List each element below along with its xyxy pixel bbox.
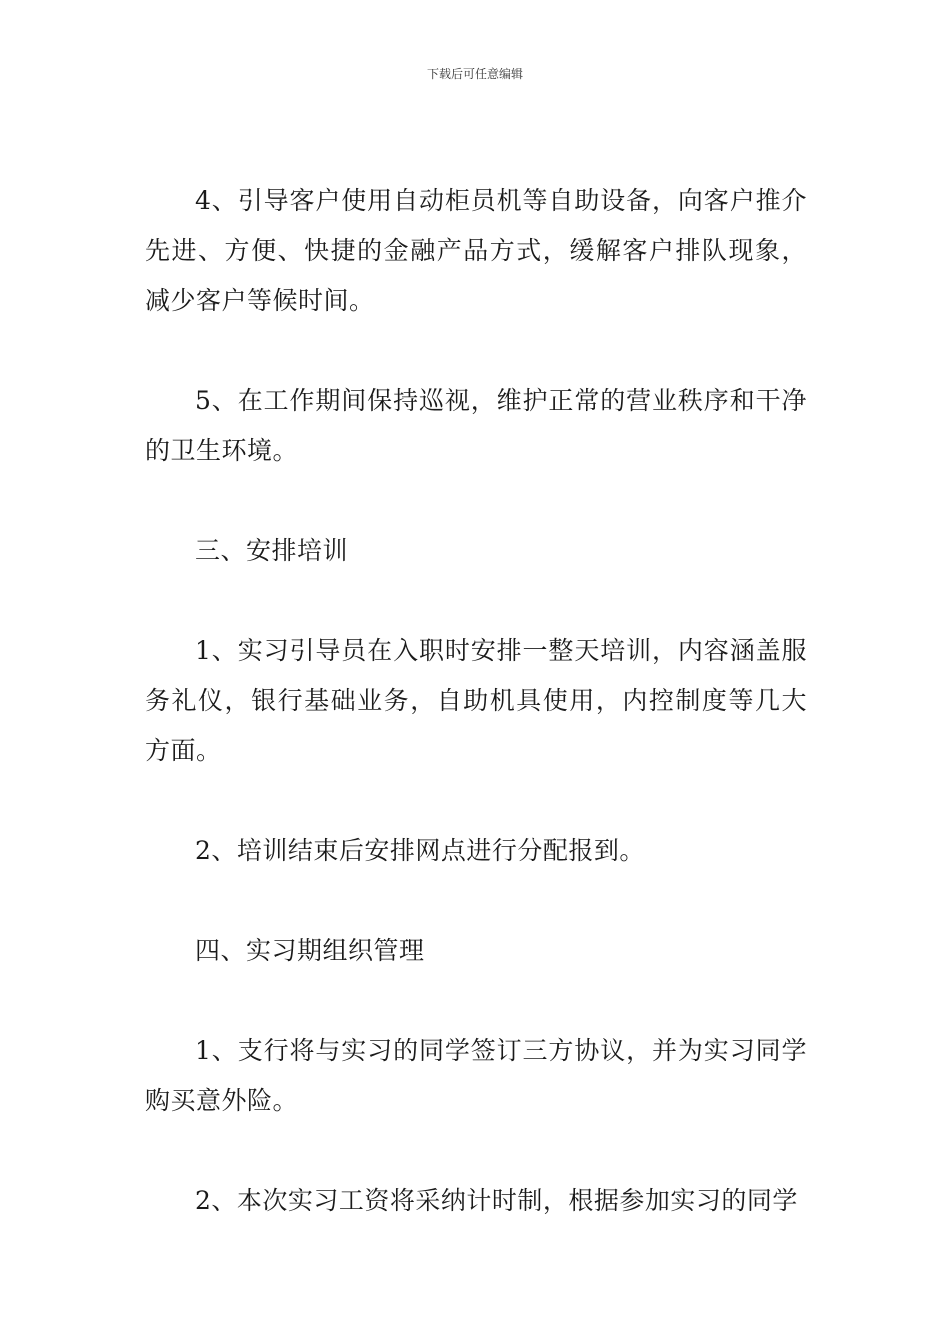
paragraph-management-2: 2、本次实习工资将采纳计时制，根据参加实习的同学 <box>195 1186 798 1215</box>
paragraph-gap <box>145 326 807 376</box>
paragraph-training-1: 1、实习引导员在入职时安排一整天培训，内容涵盖服务礼仪，银行基础业务，自助机具使用，内控制度等几大方面。 <box>145 636 807 765</box>
paragraph-item-5-patrol: 5、在工作期间保持巡视，维护正常的营业秩序和干净的卫生环境。 <box>145 386 807 465</box>
paragraph-gap <box>145 976 807 1026</box>
document-body <box>145 176 807 1226</box>
section-heading-management: 四、实习期组织管理 <box>195 936 425 965</box>
paragraph-gap <box>145 876 807 926</box>
paragraph-gap <box>145 576 807 626</box>
paragraph-gap <box>145 476 807 526</box>
paragraph-gap <box>145 1126 807 1176</box>
section-heading-training: 三、安排培训 <box>195 536 349 565</box>
page-header: 下载后可任意编辑 <box>426 67 523 81</box>
paragraph-item-4-guide-customers: 4、引导客户使用自动柜员机等自助设备，向客户推介先进、方便、快捷的金融产品方式，缓解客户排队现象，减少客户等候时间。 <box>145 186 807 315</box>
paragraph-gap <box>145 776 807 826</box>
paragraph-training-2: 2、培训结束后安排网点进行分配报到。 <box>195 836 645 865</box>
paragraph-management-1: 1、支行将与实习的同学签订三方协议，并为实习同学购买意外险。 <box>145 1036 807 1115</box>
